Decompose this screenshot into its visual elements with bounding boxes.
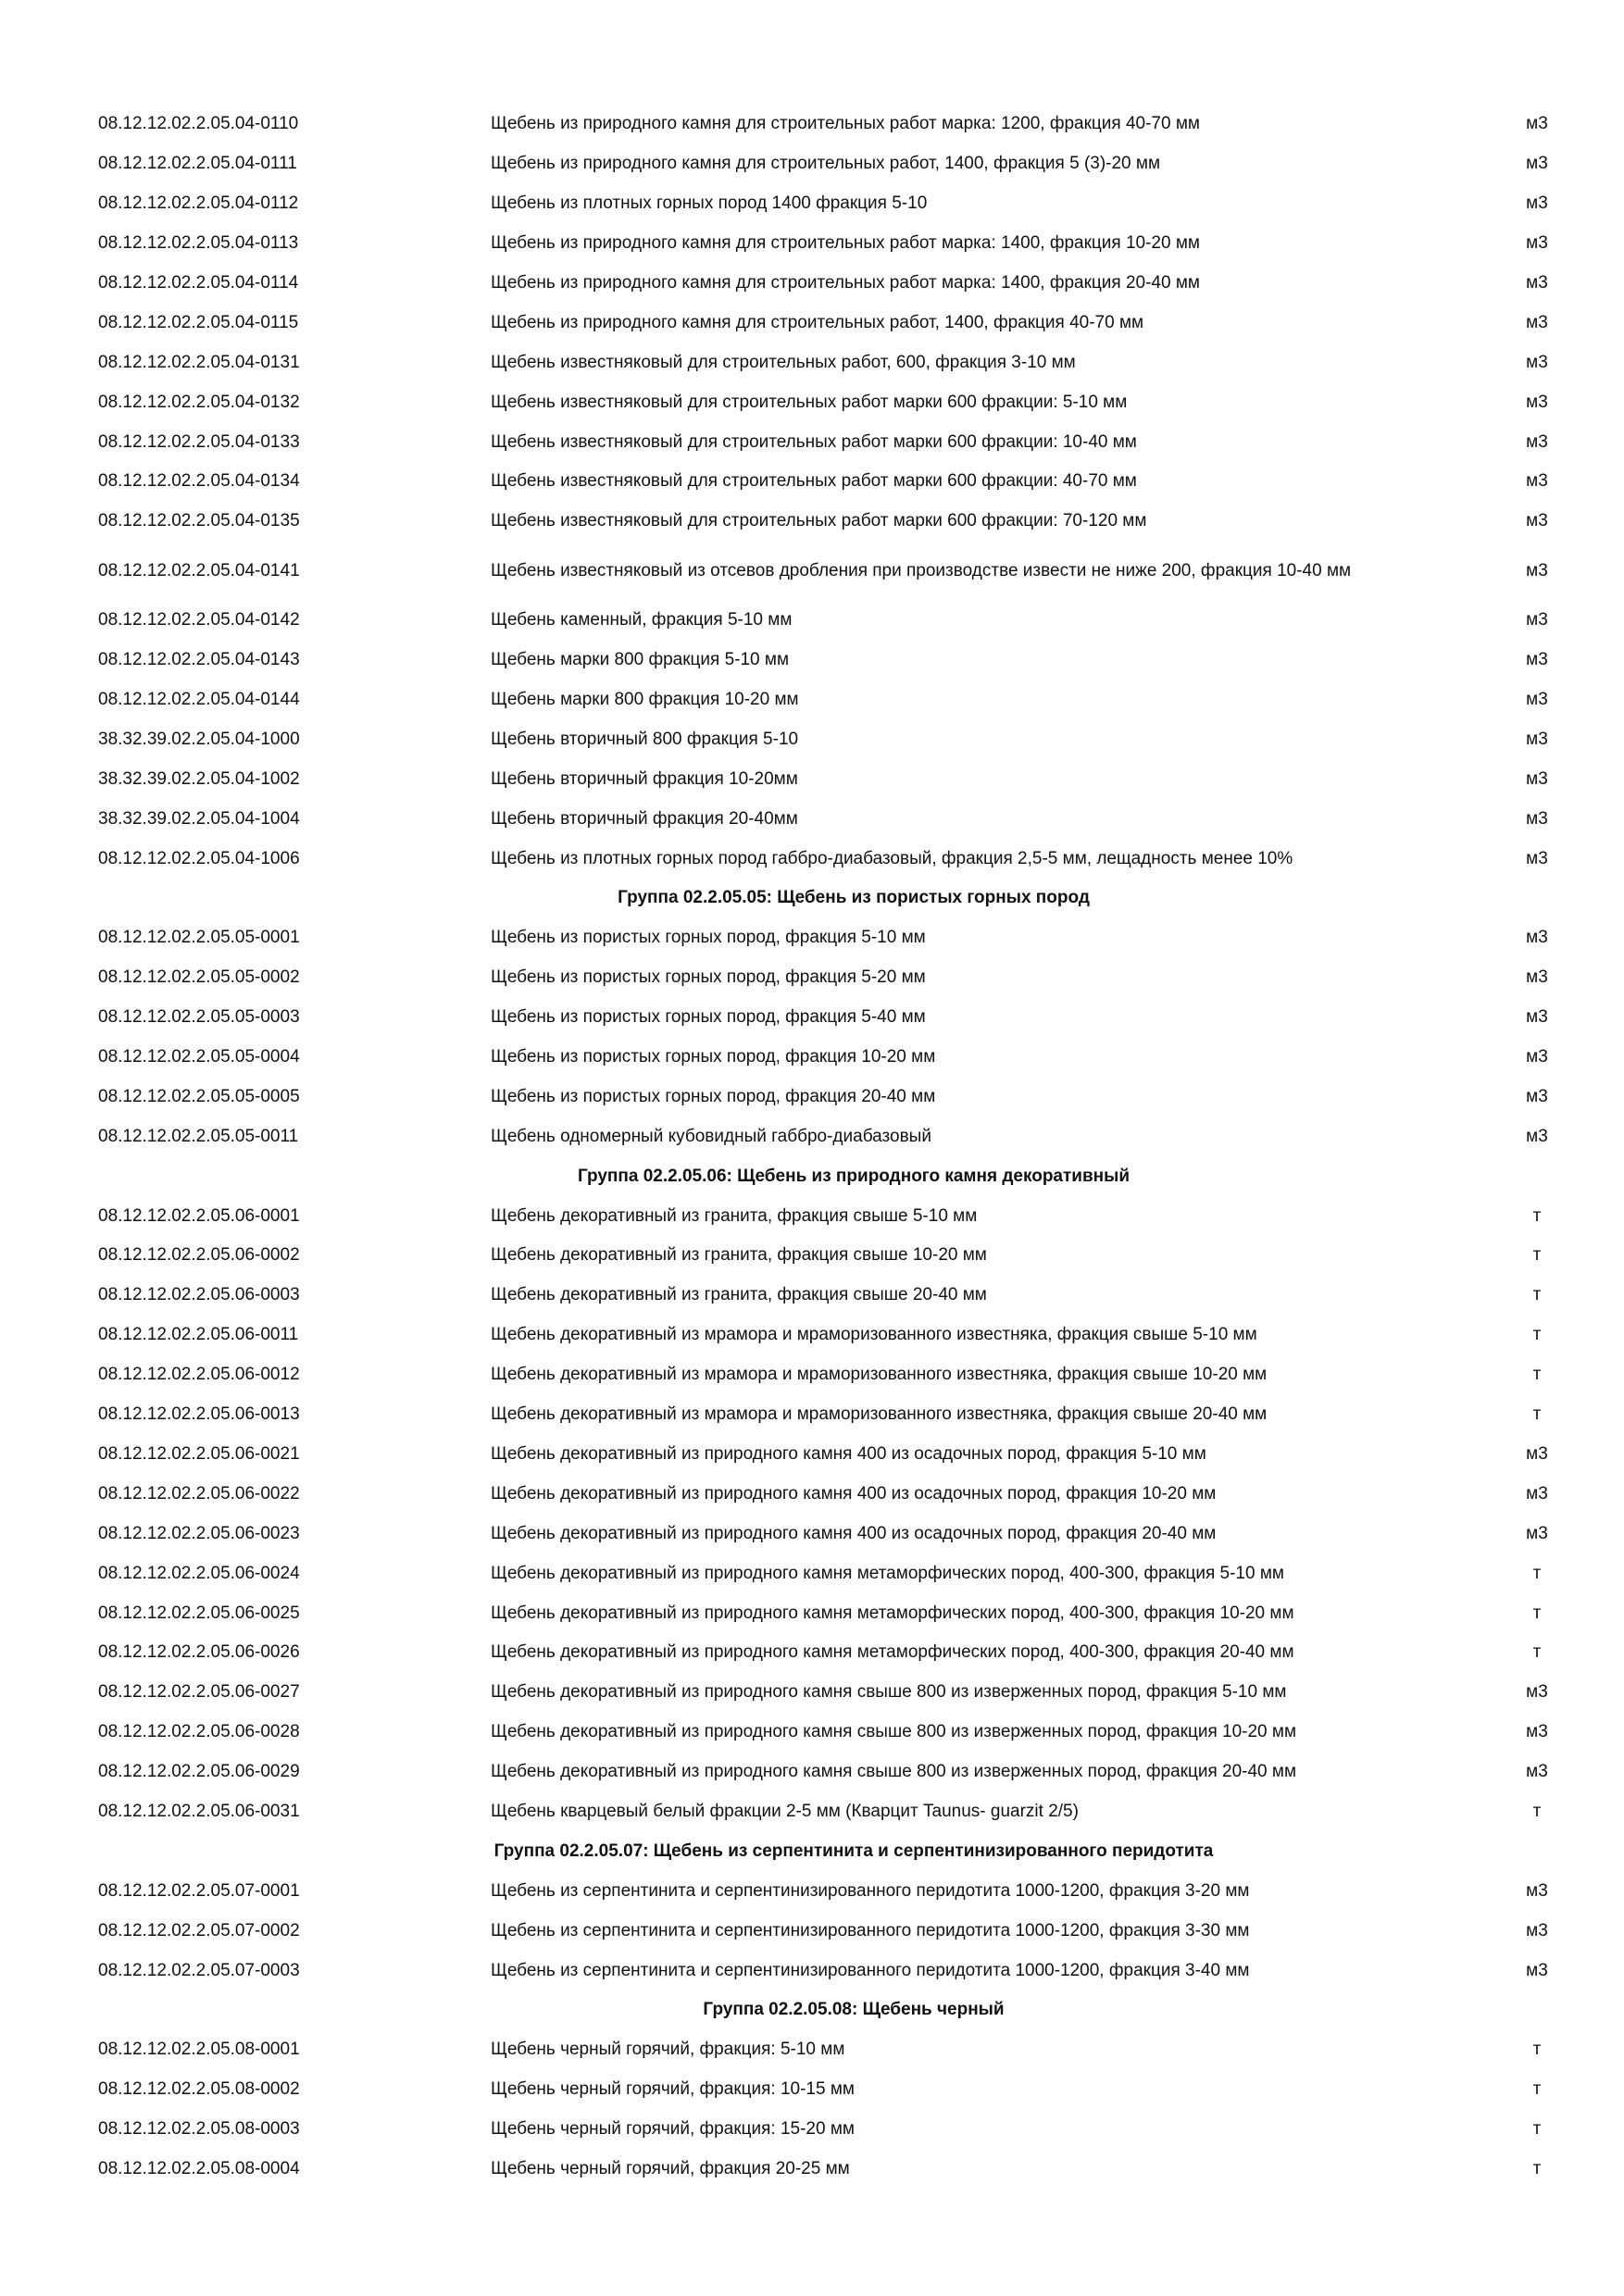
- unit-of-measure: т: [1532, 1365, 1542, 1385]
- table-row: [0, 542, 1624, 601]
- resource-code: 08.12.12.02.2.05.04-1006: [98, 848, 300, 868]
- resource-name: Щебень кварцевый белый фракции 2-5 мм (Кварцит Taunus- guarzit 2/5): [491, 1802, 1079, 1822]
- resource-name: Щебень декоративный из природного камня 400 из осадочных пород, фракция 10-20 мм: [491, 1483, 1217, 1504]
- unit-of-measure: т: [1532, 1642, 1542, 1663]
- unit-of-measure: т: [1532, 2159, 1542, 2179]
- table-row: [0, 1951, 1624, 1990]
- unit-of-measure: м3: [1526, 193, 1548, 214]
- table-row: [0, 839, 1624, 879]
- resource-code: 08.12.12.02.2.05.08-0004: [98, 2159, 300, 2179]
- resource-code: 08.12.12.02.2.05.06-0025: [98, 1603, 300, 1623]
- unit-of-measure: м3: [1526, 1444, 1548, 1465]
- resource-code: 08.12.12.02.2.05.08-0003: [98, 2119, 300, 2140]
- table-row: [0, 1792, 1624, 1832]
- unit-of-measure: м3: [1526, 1523, 1548, 1543]
- table-row: [0, 1117, 1624, 1156]
- resource-code: 08.12.12.02.2.05.04-0142: [98, 610, 300, 630]
- table-row: [0, 2070, 1624, 2110]
- table-row: [0, 1713, 1624, 1753]
- resource-code: 08.12.12.02.2.05.05-0002: [98, 967, 300, 988]
- resource-name: Щебень марки 800 фракция 10-20 мм: [491, 690, 799, 710]
- resource-name: Щебень известняковый для строительных работ марки 600 фракции: 70-120 мм: [491, 511, 1147, 531]
- resource-name: Щебень черный горячий, фракция: 15-20 мм: [491, 2119, 855, 2140]
- resource-name: Щебень марки 800 фракция 5-10 мм: [491, 650, 790, 670]
- table-row: [0, 382, 1624, 422]
- table-row: [0, 998, 1624, 1038]
- resource-name: Щебень из природного камня для строительных работ марка: 1400, фракция 20-40 мм: [491, 273, 1200, 293]
- resource-name: Щебень из природного камня для строительных работ, 1400, фракция 40-70 мм: [491, 313, 1144, 333]
- resource-name: Щебень декоративный из гранита, фракция свыше 5-10 мм: [491, 1205, 978, 1226]
- resource-code: 08.12.12.02.2.05.04-0131: [98, 352, 300, 372]
- unit-of-measure: м3: [1526, 154, 1548, 174]
- resource-code: 08.12.12.02.2.05.06-0003: [98, 1285, 300, 1305]
- resource-code: 08.12.12.02.2.05.06-0031: [98, 1802, 300, 1822]
- unit-of-measure: т: [1532, 2040, 1542, 2060]
- resource-name: Щебень из природного камня для строительных работ марка: 1400, фракция 10-20 мм: [491, 233, 1200, 254]
- resource-code: 08.12.12.02.2.05.04-0113: [98, 233, 299, 254]
- resource-name: Щебень из природного камня для строительных работ, 1400, фракция 5 (3)-20 мм: [491, 154, 1161, 174]
- unit-of-measure: т: [1532, 2119, 1542, 2140]
- table-row: [0, 105, 1624, 144]
- resource-code: 08.12.12.02.2.05.04-0134: [98, 471, 300, 492]
- resource-name: Щебень декоративный из природного камня 400 из осадочных пород, фракция 20-40 мм: [491, 1523, 1217, 1543]
- table-row: [0, 462, 1624, 502]
- resource-code: 08.12.12.02.2.05.06-0002: [98, 1245, 300, 1266]
- unit-of-measure: м3: [1526, 1920, 1548, 1940]
- unit-of-measure: м3: [1526, 1087, 1548, 1107]
- group-heading: Группа 02.2.05.07: Щебень из серпентинита и серпентинизированного перидотита: [493, 1841, 1214, 1861]
- resource-code: 08.12.12.02.2.05.04-0111: [98, 154, 297, 174]
- table-row: [0, 601, 1624, 641]
- resource-name: Щебень одномерный кубовидный габбро-диабазовый: [491, 1126, 931, 1146]
- table-row: [0, 1316, 1624, 1355]
- resource-code: 08.12.12.02.2.05.04-0144: [98, 690, 300, 710]
- unit-of-measure: т: [1532, 1205, 1542, 1226]
- resource-name: Щебень из серпентинита и серпентинизированного перидотита 1000-1200, фракция 3-40 мм: [491, 1960, 1250, 1980]
- resource-name: Щебень вторичный 800 фракция 5-10: [491, 730, 799, 750]
- resource-name: Щебень декоративный из природного камня свыше 800 из изверженных пород, фракция 5-10 мм: [491, 1682, 1287, 1703]
- group-heading: Группа 02.2.05.05: Щебень из пористых горных пород: [618, 888, 1090, 908]
- unit-of-measure: м3: [1526, 233, 1548, 254]
- unit-of-measure: м3: [1526, 313, 1548, 333]
- unit-of-measure: м3: [1526, 511, 1548, 531]
- resource-code: 08.12.12.02.2.05.05-0003: [98, 1007, 300, 1028]
- resource-code: 08.12.12.02.2.05.04-0115: [98, 313, 299, 333]
- unit-of-measure: т: [1532, 1325, 1542, 1345]
- resource-name: Щебень вторичный фракция 20-40мм: [491, 808, 798, 829]
- table-row: [0, 2150, 1624, 2190]
- unit-of-measure: м3: [1526, 352, 1548, 372]
- resource-name: Щебень декоративный из мрамора и мраморизованного известняка, фракция свыше 5-10 мм: [491, 1325, 1257, 1345]
- unit-of-measure: т: [1532, 1285, 1542, 1305]
- resource-name: Щебень декоративный из мрамора и мраморизованного известняка, фракция свыше 10-20 мм: [491, 1365, 1268, 1385]
- resource-name: Щебень декоративный из природного камня 400 из осадочных пород, фракция 5-10 мм: [491, 1444, 1206, 1465]
- unit-of-measure: м3: [1526, 808, 1548, 829]
- table-row: [0, 680, 1624, 720]
- table-row: [0, 799, 1624, 839]
- resource-name: Щебень из природного камня для строительных работ марка: 1200, фракция 40-70 мм: [491, 114, 1200, 134]
- resource-name: Щебень из пористых горных пород, фракция 10-20 мм: [491, 1047, 936, 1067]
- unit-of-measure: м3: [1526, 1007, 1548, 1028]
- resource-name: Щебень декоративный из гранита, фракция свыше 20-40 мм: [491, 1285, 987, 1305]
- resource-name: Щебень из пористых горных пород, фракция 20-40 мм: [491, 1087, 936, 1107]
- resource-name: Щебень декоративный из мрамора и мраморизованного известняка, фракция свыше 20-40 мм: [491, 1404, 1268, 1425]
- table-row: [0, 343, 1624, 382]
- resource-code: 08.12.12.02.2.05.07-0003: [98, 1960, 300, 1980]
- resource-code: 08.12.12.02.2.05.04-0133: [98, 431, 300, 452]
- table-row: [0, 1276, 1624, 1316]
- resource-code: 08.12.12.02.2.05.04-0135: [98, 511, 300, 531]
- table-row: [0, 1395, 1624, 1435]
- unit-of-measure: м3: [1526, 431, 1548, 452]
- resource-name: Щебень декоративный из природного камня свыше 800 из изверженных пород, фракция 20-40 мм: [491, 1762, 1297, 1782]
- unit-of-measure: м3: [1526, 114, 1548, 134]
- table-row: [0, 184, 1624, 224]
- resource-code: 08.12.12.02.2.05.04-0114: [98, 273, 299, 293]
- unit-of-measure: м3: [1526, 690, 1548, 710]
- resource-name: Щебень известняковый для строительных работ марки 600 фракции: 10-40 мм: [491, 431, 1137, 452]
- resource-code: 08.12.12.02.2.05.08-0002: [98, 2079, 300, 2100]
- table-row: [0, 2030, 1624, 2070]
- table-row: [0, 641, 1624, 680]
- table-row: [0, 1077, 1624, 1117]
- unit-of-measure: м3: [1526, 928, 1548, 948]
- resource-code: 08.12.12.02.2.05.06-0023: [98, 1523, 300, 1543]
- unit-of-measure: м3: [1526, 1126, 1548, 1146]
- resource-name: Щебень известняковый для строительных работ, 600, фракция 3-10 мм: [491, 352, 1076, 372]
- resource-code: 08.12.12.02.2.05.05-0001: [98, 928, 300, 948]
- table-row: [0, 1554, 1624, 1593]
- unit-of-measure: т: [1532, 1563, 1542, 1583]
- resource-name: Щебень декоративный из природного камня метаморфических пород, 400-300, фракция 5-10 мм: [491, 1563, 1284, 1583]
- unit-of-measure: м3: [1526, 1047, 1548, 1067]
- table-row: [0, 1435, 1624, 1475]
- resource-code: 08.12.12.02.2.05.06-0024: [98, 1563, 300, 1583]
- unit-of-measure: м3: [1526, 848, 1548, 868]
- table-row: [0, 759, 1624, 799]
- table-row: [0, 1355, 1624, 1395]
- resource-code: 08.12.12.02.2.05.04-0110: [98, 114, 299, 134]
- resource-name: Щебень вторичный фракция 10-20мм: [491, 768, 798, 789]
- resource-name: Щебень декоративный из природного камня свыше 800 из изверженных пород, фракция 10-20 мм: [491, 1722, 1297, 1742]
- resource-name: Щебень черный горячий, фракция: 10-15 мм: [491, 2079, 855, 2100]
- resource-name: Щебень декоративный из гранита, фракция свыше 10-20 мм: [491, 1245, 987, 1266]
- resource-code: 08.12.12.02.2.05.05-0004: [98, 1047, 300, 1067]
- table-row: [0, 303, 1624, 343]
- resource-name: Щебень декоративный из природного камня метаморфических пород, 400-300, фракция 20-40 мм: [491, 1642, 1294, 1663]
- unit-of-measure: м3: [1526, 1960, 1548, 1980]
- resource-name: Щебень из пористых горных пород, фракция 5-20 мм: [491, 967, 926, 988]
- unit-of-measure: м3: [1526, 610, 1548, 630]
- resource-code: 08.12.12.02.2.05.04-0143: [98, 650, 300, 670]
- unit-of-measure: м3: [1526, 392, 1548, 412]
- resource-code: 08.12.12.02.2.05.06-0026: [98, 1642, 300, 1663]
- resource-code: 08.12.12.02.2.05.06-0013: [98, 1404, 300, 1425]
- table-row: [0, 1514, 1624, 1554]
- resource-name: Щебень известняковый для строительных работ марки 600 фракции: 40-70 мм: [491, 471, 1137, 492]
- resource-code: 08.12.12.02.2.05.06-0001: [98, 1205, 300, 1226]
- unit-of-measure: т: [1532, 1245, 1542, 1266]
- resource-code: 08.12.12.02.2.05.08-0001: [98, 2040, 300, 2060]
- table-row: [0, 1474, 1624, 1514]
- unit-of-measure: т: [1532, 2079, 1542, 2100]
- table-row: [0, 918, 1624, 958]
- resource-name: Щебень черный горячий, фракция 20-25 мм: [491, 2159, 850, 2179]
- unit-of-measure: м3: [1526, 967, 1548, 988]
- resource-code: 08.12.12.02.2.05.06-0012: [98, 1365, 300, 1385]
- resource-code: 08.12.12.02.2.05.06-0011: [98, 1325, 299, 1345]
- unit-of-measure: т: [1532, 1404, 1542, 1425]
- resource-code: 38.32.39.02.2.05.04-1004: [98, 808, 300, 829]
- resource-code: 08.12.12.02.2.05.07-0002: [98, 1920, 300, 1940]
- resource-code: 38.32.39.02.2.05.04-1002: [98, 768, 300, 789]
- table-row: [0, 958, 1624, 998]
- price-list-table: [0, 105, 1624, 2189]
- table-row: [0, 502, 1624, 542]
- resource-name: Щебень из пористых горных пород, фракция 5-10 мм: [491, 928, 926, 948]
- resource-code: 08.12.12.02.2.05.06-0029: [98, 1762, 300, 1782]
- resource-code: 08.12.12.02.2.05.04-0132: [98, 392, 300, 412]
- unit-of-measure: м3: [1526, 273, 1548, 293]
- table-row: [0, 2110, 1624, 2150]
- group-heading: Группа 02.2.05.06: Щебень из природного камня декоративный: [577, 1166, 1131, 1186]
- table-row: [0, 224, 1624, 264]
- resource-code: 08.12.12.02.2.05.05-0005: [98, 1087, 300, 1107]
- unit-of-measure: м3: [1526, 471, 1548, 492]
- unit-of-measure: м3: [1526, 1483, 1548, 1504]
- unit-of-measure: м3: [1526, 1722, 1548, 1742]
- unit-of-measure: м3: [1526, 1682, 1548, 1703]
- unit-of-measure: м3: [1526, 768, 1548, 789]
- resource-code: 08.12.12.02.2.05.05-0011: [98, 1126, 299, 1146]
- resource-name: Щебень каменный, фракция 5-10 мм: [491, 610, 793, 630]
- resource-name: Щебень из плотных горных пород 1400 фракция 5-10: [491, 193, 928, 214]
- resource-name: Щебень из серпентинита и серпентинизированного перидотита 1000-1200, фракция 3-20 мм: [491, 1880, 1250, 1901]
- resource-name: Щебень известняковый для строительных работ марки 600 фракции: 5-10 мм: [491, 392, 1128, 412]
- resource-code: 08.12.12.02.2.05.06-0022: [98, 1483, 300, 1504]
- resource-name: Щебень из серпентинита и серпентинизированного перидотита 1000-1200, фракция 3-30 мм: [491, 1920, 1250, 1940]
- table-row: [0, 1633, 1624, 1673]
- resource-code: 08.12.12.02.2.05.06-0028: [98, 1722, 300, 1742]
- resource-code: 08.12.12.02.2.05.07-0001: [98, 1880, 300, 1901]
- group-heading: Группа 02.2.05.08: Щебень черный: [703, 2000, 1005, 2020]
- table-row: [0, 1196, 1624, 1236]
- table-row: [0, 1673, 1624, 1713]
- table-row: [0, 1871, 1624, 1911]
- resource-name: Щебень известняковый из отсевов дробления при производстве извести не ниже 200, фракция 10-40 мм: [491, 560, 1352, 580]
- table-row: [0, 1236, 1624, 1276]
- unit-of-measure: м3: [1526, 560, 1548, 580]
- unit-of-measure: т: [1532, 1603, 1542, 1623]
- unit-of-measure: т: [1532, 1802, 1542, 1822]
- table-row: [0, 1753, 1624, 1792]
- unit-of-measure: м3: [1526, 1880, 1548, 1901]
- table-row: [0, 1038, 1624, 1078]
- resource-name: Щебень черный горячий, фракция: 5-10 мм: [491, 2040, 845, 2060]
- unit-of-measure: м3: [1526, 730, 1548, 750]
- resource-name: Щебень декоративный из природного камня метаморфических пород, 400-300, фракция 10-20 мм: [491, 1603, 1294, 1623]
- table-row: [0, 264, 1624, 304]
- resource-code: 08.12.12.02.2.05.06-0027: [98, 1682, 300, 1703]
- unit-of-measure: м3: [1526, 1762, 1548, 1782]
- table-row: [0, 1911, 1624, 1951]
- resource-code: 08.12.12.02.2.05.06-0021: [98, 1444, 300, 1465]
- resource-name: Щебень из пористых горных пород, фракция 5-40 мм: [491, 1007, 926, 1028]
- resource-code: 08.12.12.02.2.05.04-0112: [98, 193, 299, 214]
- table-row: [0, 422, 1624, 462]
- resource-code: 08.12.12.02.2.05.04-0141: [98, 560, 300, 580]
- table-row: [0, 719, 1624, 759]
- resource-code: 38.32.39.02.2.05.04-1000: [98, 730, 300, 750]
- resource-name: Щебень из плотных горных пород габбро-диабазовый, фракция 2,5-5 мм, лещадность менее 10%: [491, 848, 1293, 868]
- table-row: [0, 144, 1624, 184]
- unit-of-measure: м3: [1526, 650, 1548, 670]
- table-row: [0, 1593, 1624, 1633]
